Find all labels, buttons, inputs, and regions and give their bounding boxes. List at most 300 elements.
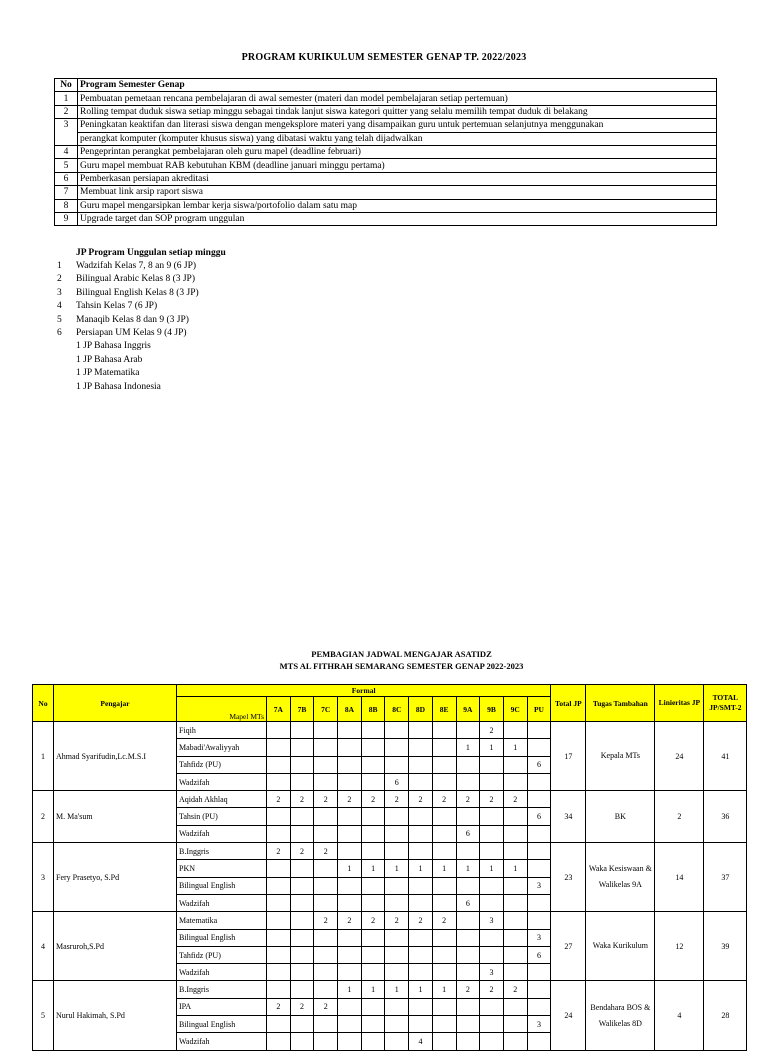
subject-name: Mabadi'Awaliyyah (177, 739, 267, 756)
jp-cell: 2 (456, 981, 480, 998)
row-no: 7 (55, 186, 78, 199)
jp-cell (338, 877, 362, 894)
jp-cell (432, 998, 456, 1015)
subject-name: IPA (177, 998, 267, 1015)
jp-cell: 2 (503, 791, 527, 808)
table-row (55, 145, 717, 158)
jp-cell (527, 1033, 551, 1050)
row-no: 8 (55, 199, 78, 212)
jp-cell: 6 (527, 808, 551, 825)
jp-cell (361, 773, 385, 790)
jp-cell (314, 929, 338, 946)
linieritas-jp: 12 (655, 912, 704, 981)
item-text: Bilingual English Kelas 8 (3 JP) (76, 287, 199, 298)
teacher-name: Masruroh,S.Pd (54, 912, 177, 981)
row-no: 4 (55, 145, 78, 158)
jp-cell: 2 (314, 998, 338, 1015)
jp-cell (432, 1033, 456, 1050)
jp-cell: 6 (527, 946, 551, 963)
jp-cell (432, 773, 456, 790)
jp-cell: 2 (314, 843, 338, 860)
jp-cell (290, 1016, 314, 1033)
jp-cell (456, 808, 480, 825)
jp-cell (267, 946, 291, 963)
jp-cell (527, 825, 551, 842)
col-pengajar: Pengajar (54, 685, 177, 722)
jp-cell (480, 929, 504, 946)
col-class: 8C (385, 697, 409, 722)
linieritas-jp: 4 (655, 981, 704, 1050)
jp-cell (527, 894, 551, 911)
jp-cell: 1 (361, 860, 385, 877)
jp-cell (338, 964, 362, 981)
jp-cell (361, 825, 385, 842)
jp-cell: 1 (432, 860, 456, 877)
total-jp-smt: 37 (704, 843, 747, 912)
jp-cell: 2 (267, 791, 291, 808)
jp-cell (290, 981, 314, 998)
jp-cell: 1 (456, 860, 480, 877)
tugas-tambahan: Waka Kurikulum (586, 912, 655, 981)
jp-cell (385, 843, 409, 860)
subject-name: B.Inggris (177, 843, 267, 860)
jp-cell: 2 (409, 791, 433, 808)
jp-cell (338, 808, 362, 825)
jp-cell (314, 981, 338, 998)
teacher-name: Ahmad Syarifudin,Lc.M.S.I (54, 722, 177, 791)
jp-cell: 1 (503, 739, 527, 756)
jp-cell (456, 756, 480, 773)
row-no: 1 (55, 92, 78, 105)
total-jp-smt: 41 (704, 722, 747, 791)
col-no: No (33, 685, 54, 722)
jp-cell (361, 756, 385, 773)
jp-cell: 2 (480, 981, 504, 998)
table-row (55, 172, 717, 185)
jp-cell (338, 946, 362, 963)
program-table (54, 78, 717, 226)
jp-cell (338, 998, 362, 1015)
jp-cell (503, 929, 527, 946)
jp-cell (527, 739, 551, 756)
jp-cell (314, 756, 338, 773)
jp-cell (480, 825, 504, 842)
jp-cell (267, 912, 291, 929)
jp-cell (432, 877, 456, 894)
teacher-name: Fery Prasetyo, S.Pd (54, 843, 177, 912)
jp-cell: 2 (267, 843, 291, 860)
jp-cell (409, 998, 433, 1015)
jp-cell (338, 722, 362, 739)
jp-cell (527, 791, 551, 808)
teacher-name: Nurul Hakimah, S.Pd (54, 981, 177, 1050)
jp-cell: 2 (290, 791, 314, 808)
sub-item (57, 340, 226, 353)
row-text: Guru mapel membuat RAB kebutuhan KBM (deadline januari minggu pertama) (78, 159, 717, 172)
table-row (55, 132, 717, 145)
table-row (55, 186, 717, 199)
col-linieritas: Linieritas JP (655, 685, 704, 722)
teacher-no: 1 (33, 722, 54, 791)
jp-cell (385, 722, 409, 739)
row-text: Membuat link arsip raport siswa (78, 186, 717, 199)
jp-cell (409, 894, 433, 911)
table-row (33, 791, 747, 808)
table-row (55, 159, 717, 172)
jp-cell (456, 773, 480, 790)
program-title: PROGRAM KURIKULUM SEMESTER GENAP TP. 2022/2023 (241, 52, 527, 63)
jp-cell (409, 722, 433, 739)
jp-cell (480, 877, 504, 894)
sub-item-text: 1 JP Bahasa Inggris (76, 341, 151, 352)
jp-cell (409, 964, 433, 981)
jp-cell: 2 (432, 912, 456, 929)
col-total-smt: TOTAL JP/SMT-2 (704, 685, 747, 722)
jp-cell (385, 929, 409, 946)
jp-cell (314, 894, 338, 911)
table-row (55, 92, 717, 105)
row-text: Pengeprintan perangkat pembelajaran oleh guru mapel (deadline februari) (78, 145, 717, 158)
jp-cell (503, 946, 527, 963)
jp-cell (456, 722, 480, 739)
sub-item (57, 354, 226, 367)
jp-cell (290, 808, 314, 825)
subject-name: Aqidah Akhlaq (177, 791, 267, 808)
schedule-body (33, 722, 747, 1051)
jp-cell (290, 946, 314, 963)
teacher-no: 5 (33, 981, 54, 1050)
row-text: Pemberkasan persiapan akreditasi (78, 172, 717, 185)
jp-cell: 3 (527, 929, 551, 946)
jp-cell (338, 929, 362, 946)
jp-cell (361, 946, 385, 963)
row-no: 5 (55, 159, 78, 172)
linieritas-jp: 14 (655, 843, 704, 912)
jp-cell (503, 843, 527, 860)
tugas-tambahan: Bendahara BOS & Walikelas 8D (586, 981, 655, 1050)
jp-cell (432, 722, 456, 739)
jp-cell (290, 877, 314, 894)
jp-cell: 2 (361, 912, 385, 929)
jp-cell (361, 739, 385, 756)
jp-cell (503, 912, 527, 929)
jp-cell (361, 998, 385, 1015)
schedule-table (32, 684, 747, 1051)
col-class: 7B (290, 697, 314, 722)
jp-cell (456, 1033, 480, 1050)
subject-name: Wadzifah (177, 1033, 267, 1050)
jp-cell (385, 946, 409, 963)
jp-cell: 2 (480, 791, 504, 808)
jp-cell (409, 877, 433, 894)
col-class: 9A (456, 697, 480, 722)
jp-cell (290, 929, 314, 946)
jp-cell (314, 1016, 338, 1033)
jp-cell: 1 (338, 860, 362, 877)
subject-name: Bilingual English (177, 877, 267, 894)
total-jp: 27 (551, 912, 586, 981)
header-no: No (55, 79, 78, 92)
teacher-no: 4 (33, 912, 54, 981)
jp-cell: 1 (456, 739, 480, 756)
jp-cell (409, 929, 433, 946)
jp-cell (314, 808, 338, 825)
jp-cell (527, 998, 551, 1015)
table-row (33, 722, 747, 739)
jp-cell: 1 (361, 981, 385, 998)
jp-cell (503, 722, 527, 739)
jp-cell: 2 (267, 998, 291, 1015)
jp-cell (432, 739, 456, 756)
row-text: Guru mapel mengarsipkan lembar kerja siswa/portofolio dalam satu map (78, 199, 717, 212)
jp-cell (456, 929, 480, 946)
jp-cell (385, 1016, 409, 1033)
jp-cell (338, 739, 362, 756)
row-no: 2 (55, 105, 78, 118)
jp-cell: 2 (314, 912, 338, 929)
total-jp-smt: 39 (704, 912, 747, 981)
jp-cell (432, 756, 456, 773)
jp-cell (480, 1016, 504, 1033)
jp-cell (480, 843, 504, 860)
jp-cell (361, 929, 385, 946)
list-item (57, 314, 226, 327)
jp-cell (527, 912, 551, 929)
item-no: 6 (57, 327, 62, 338)
jp-cell: 6 (456, 825, 480, 842)
jp-cell: 3 (527, 1016, 551, 1033)
jp-cell (409, 739, 433, 756)
jp-cell (456, 843, 480, 860)
jp-cell (361, 1016, 385, 1033)
jp-cell (314, 825, 338, 842)
program-table-header (55, 79, 717, 92)
col-formal: Formal (177, 685, 551, 697)
col-class: 8D (409, 697, 433, 722)
jp-cell (290, 912, 314, 929)
jp-cell (314, 964, 338, 981)
col-mapel: Mapel MTs (177, 697, 267, 722)
table-row (55, 199, 717, 212)
jp-cell (385, 756, 409, 773)
jp-cell (267, 773, 291, 790)
jp-cell: 2 (456, 791, 480, 808)
schedule-title-line1: PEMBAGIAN JADWAL MENGAJAR ASATIDZ (311, 649, 492, 659)
schedule-title-line2: MTS AL FITHRAH SEMARANG SEMESTER GENAP 2022-2023 (279, 661, 524, 671)
row-text: perangkat komputer (komputer khusus siswa) yang dibatasi waktu yang telah dijadwalkan (78, 132, 717, 145)
jp-cell: 2 (314, 791, 338, 808)
jp-cell (432, 964, 456, 981)
schedule-title (0, 648, 768, 672)
jp-cell: 3 (480, 964, 504, 981)
header-program: Program Semester Genap (78, 79, 717, 92)
jp-cell (432, 808, 456, 825)
jp-cell (480, 756, 504, 773)
jp-cell: 2 (385, 791, 409, 808)
jp-cell (338, 1033, 362, 1050)
jp-cell (527, 860, 551, 877)
jp-cell (527, 843, 551, 860)
jp-cell (456, 912, 480, 929)
jp-cell: 1 (503, 860, 527, 877)
jp-cell (385, 739, 409, 756)
jp-cell (456, 946, 480, 963)
jp-cell (290, 722, 314, 739)
col-class: 9B (480, 697, 504, 722)
jp-cell (480, 946, 504, 963)
jp-cell (338, 894, 362, 911)
total-jp: 17 (551, 722, 586, 791)
jp-cell (385, 998, 409, 1015)
item-no: 4 (57, 301, 62, 312)
table-row (33, 981, 747, 998)
jp-cell (361, 1033, 385, 1050)
jp-cell (432, 894, 456, 911)
jp-cell (267, 981, 291, 998)
jp-cell (503, 964, 527, 981)
jp-cell (503, 998, 527, 1015)
jp-cell (385, 825, 409, 842)
subject-name: B.Inggris (177, 981, 267, 998)
jp-cell (267, 929, 291, 946)
jp-cell (267, 756, 291, 773)
jp-cell (290, 773, 314, 790)
item-text: Bilingual Arabic Kelas 8 (3 JP) (76, 274, 195, 285)
jp-cell (385, 808, 409, 825)
jp-cell (480, 808, 504, 825)
subject-name: Wadzifah (177, 964, 267, 981)
jp-cell: 1 (409, 981, 433, 998)
jp-cell (267, 722, 291, 739)
subject-name: Wadzifah (177, 825, 267, 842)
subject-name: Fiqih (177, 722, 267, 739)
jp-cell (456, 877, 480, 894)
jp-cell (314, 722, 338, 739)
sub-item-text: 1 JP Bahasa Arab (76, 354, 143, 365)
jp-cell (503, 894, 527, 911)
sub-item-text: 1 JP Bahasa Indonesia (76, 381, 161, 392)
jp-cell (480, 1033, 504, 1050)
col-tugas: Tugas Tambahan (586, 685, 655, 722)
sub-item-text: 1 JP Matematika (76, 368, 140, 379)
item-no: 1 (57, 261, 62, 271)
jp-cell: 2 (503, 981, 527, 998)
jp-cell (338, 843, 362, 860)
jp-cell: 1 (432, 981, 456, 998)
total-jp: 34 (551, 791, 586, 843)
col-total-jp: Total JP (551, 685, 586, 722)
jp-cell (361, 808, 385, 825)
teacher-no: 2 (33, 791, 54, 843)
list-item (57, 327, 226, 340)
jp-cell (361, 964, 385, 981)
jp-cell (338, 773, 362, 790)
total-jp: 23 (551, 843, 586, 912)
jp-cell (456, 1016, 480, 1033)
jp-cell (338, 1016, 362, 1033)
row-text: Rolling tempat duduk siswa setiap minggu sebagai tindak lanjut siswa kategori quitter yang selalu memilih tempat duduk di belakang (78, 105, 717, 118)
jp-cell (267, 825, 291, 842)
schedule-header-row (33, 685, 747, 697)
jp-cell (361, 722, 385, 739)
jp-cell (385, 964, 409, 981)
jp-cell: 2 (338, 791, 362, 808)
jp-cell: 1 (409, 860, 433, 877)
jp-cell (409, 843, 433, 860)
table-row (33, 912, 747, 929)
jp-cell (480, 773, 504, 790)
jp-cell: 3 (527, 877, 551, 894)
list-item (57, 287, 226, 300)
jp-cell (290, 756, 314, 773)
jp-cell (480, 894, 504, 911)
jp-cell: 1 (338, 981, 362, 998)
jp-cell (267, 860, 291, 877)
jp-cell (267, 1033, 291, 1050)
jp-cell: 4 (409, 1033, 433, 1050)
linieritas-jp: 24 (655, 722, 704, 791)
item-no: 2 (57, 274, 62, 285)
jp-cell (527, 964, 551, 981)
jp-cell (267, 808, 291, 825)
jp-cell: 1 (385, 860, 409, 877)
jp-cell (456, 964, 480, 981)
jp-cell: 1 (385, 981, 409, 998)
jp-cell: 2 (480, 722, 504, 739)
jp-cell (480, 998, 504, 1015)
jp-cell (527, 722, 551, 739)
tugas-tambahan: Kepala MTs (586, 722, 655, 791)
jp-cell: 2 (432, 791, 456, 808)
jp-cell: 6 (385, 773, 409, 790)
jp-cell (361, 843, 385, 860)
jp-cell (503, 1033, 527, 1050)
item-no: 5 (57, 314, 62, 325)
jp-cell (409, 1016, 433, 1033)
jp-cell (503, 825, 527, 842)
jp-cell (527, 773, 551, 790)
col-class: 7C (314, 697, 338, 722)
list-item (57, 300, 226, 313)
row-no: 9 (55, 212, 78, 225)
item-text: Tahsin Kelas 7 (6 JP) (76, 301, 158, 312)
jp-cell: 2 (361, 791, 385, 808)
jp-cell (409, 825, 433, 842)
jp-cell (290, 860, 314, 877)
item-text: Wadzifah Kelas 7, 8 an 9 (6 JP) (76, 261, 197, 271)
jp-cell: 2 (338, 912, 362, 929)
jp-title: JP Program Unggulan setiap minggu (76, 248, 226, 258)
jp-cell (290, 825, 314, 842)
total-jp-smt: 28 (704, 981, 747, 1050)
row-text: Upgrade target dan SOP program unggulan (78, 212, 717, 225)
jp-cell (314, 860, 338, 877)
table-row (33, 843, 747, 860)
jp-cell (385, 894, 409, 911)
list-item (57, 260, 226, 273)
jp-cell: 2 (290, 998, 314, 1015)
subject-name: PKN (177, 860, 267, 877)
jp-cell (503, 773, 527, 790)
total-jp-smt: 36 (704, 791, 747, 843)
linieritas-jp: 2 (655, 791, 704, 843)
table-row (55, 105, 717, 118)
col-class: 8E (432, 697, 456, 722)
jp-cell (385, 877, 409, 894)
jp-cell (503, 808, 527, 825)
jp-cell (503, 877, 527, 894)
jp-cell (267, 894, 291, 911)
